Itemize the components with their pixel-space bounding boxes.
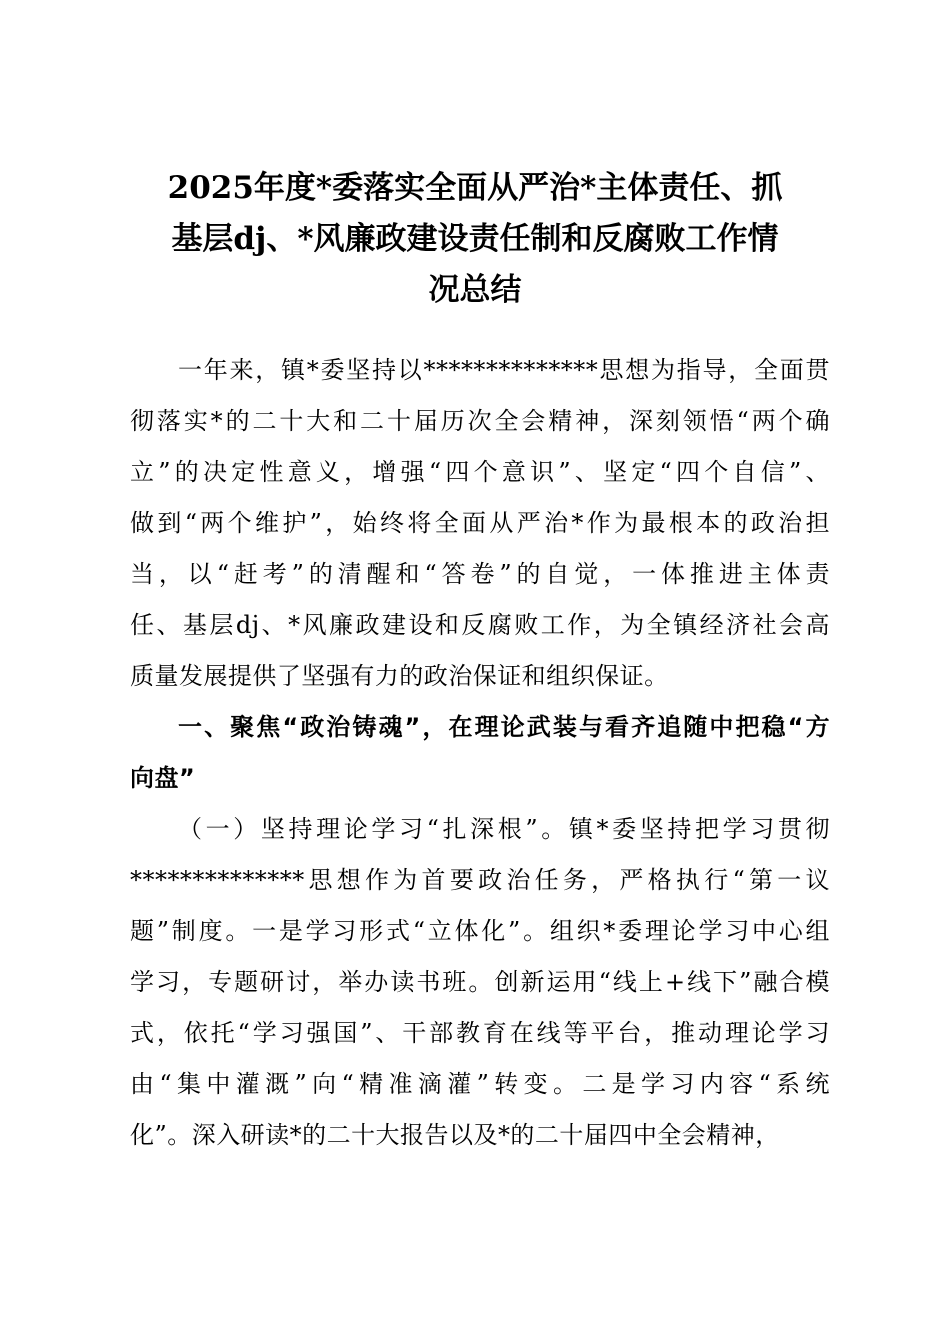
section-1-heading (130, 702, 830, 804)
section-1-line-7: 化”。深入研读*的二十大报告以及*的二十届四中全会精神， (130, 1121, 780, 1149)
section-1-line-3: 题”制度。一是学习形式“立体化”。组织*委理论学习中心组 (130, 917, 830, 945)
title-line-1: 2025年度*委落实全面从严治*主体责任、抓 (167, 170, 783, 206)
section-1-line-4: 学习，专题研讨，举办读书班。创新运用“线上+线下”融合模 (130, 968, 830, 996)
section-1-line-2: **************思想作为首要政治任务，严格执行“第一议 (130, 866, 830, 894)
section-1-line-5: 式，依托“学习强国”、干部教育在线等平台，推动理论学习 (130, 1019, 830, 1047)
section-1-heading-line-1: 一、聚焦“政治铸魂”，在理论武装与看齐追随中把稳“方 (178, 713, 830, 741)
intro-line-4: 做到“两个维护”，始终将全面从严治*作为最根本的政治担 (130, 509, 830, 537)
section-1-paragraph (130, 804, 830, 1161)
document-title (125, 163, 825, 316)
section-1-heading-line-2: 向盘” (130, 764, 196, 792)
intro-line-5: 当，以“赶考”的清醒和“答卷”的自觉，一体推进主体责 (130, 560, 830, 588)
intro-paragraph (130, 345, 830, 702)
title-line-2: 基层dj、*风廉政建设责任制和反腐败工作情 (171, 221, 779, 257)
document-body (130, 345, 830, 1161)
section-1-line-6: 由“集中灌溉”向“精准滴灌”转变。二是学习内容“系统 (130, 1070, 830, 1098)
title-line-3: 况总结 (428, 272, 522, 308)
intro-line-7: 质量发展提供了坚强有力的政治保证和组织保证。 (130, 662, 669, 690)
intro-line-6: 任、基层dj、*风廉政建设和反腐败工作，为全镇经济社会高 (130, 611, 830, 639)
intro-line-3: 立”的决定性意义，增强“四个意识”、坚定“四个自信”、 (130, 458, 830, 486)
section-1-line-1: （一）坚持理论学习“扎深根”。镇*委坚持把学习贯彻 (178, 815, 830, 843)
intro-line-2: 彻落实*的二十大和二十届历次全会精神，深刻领悟“两个确 (130, 407, 830, 435)
intro-line-1: 一年来，镇*委坚持以**************思想为指导，全面贯 (178, 356, 830, 384)
